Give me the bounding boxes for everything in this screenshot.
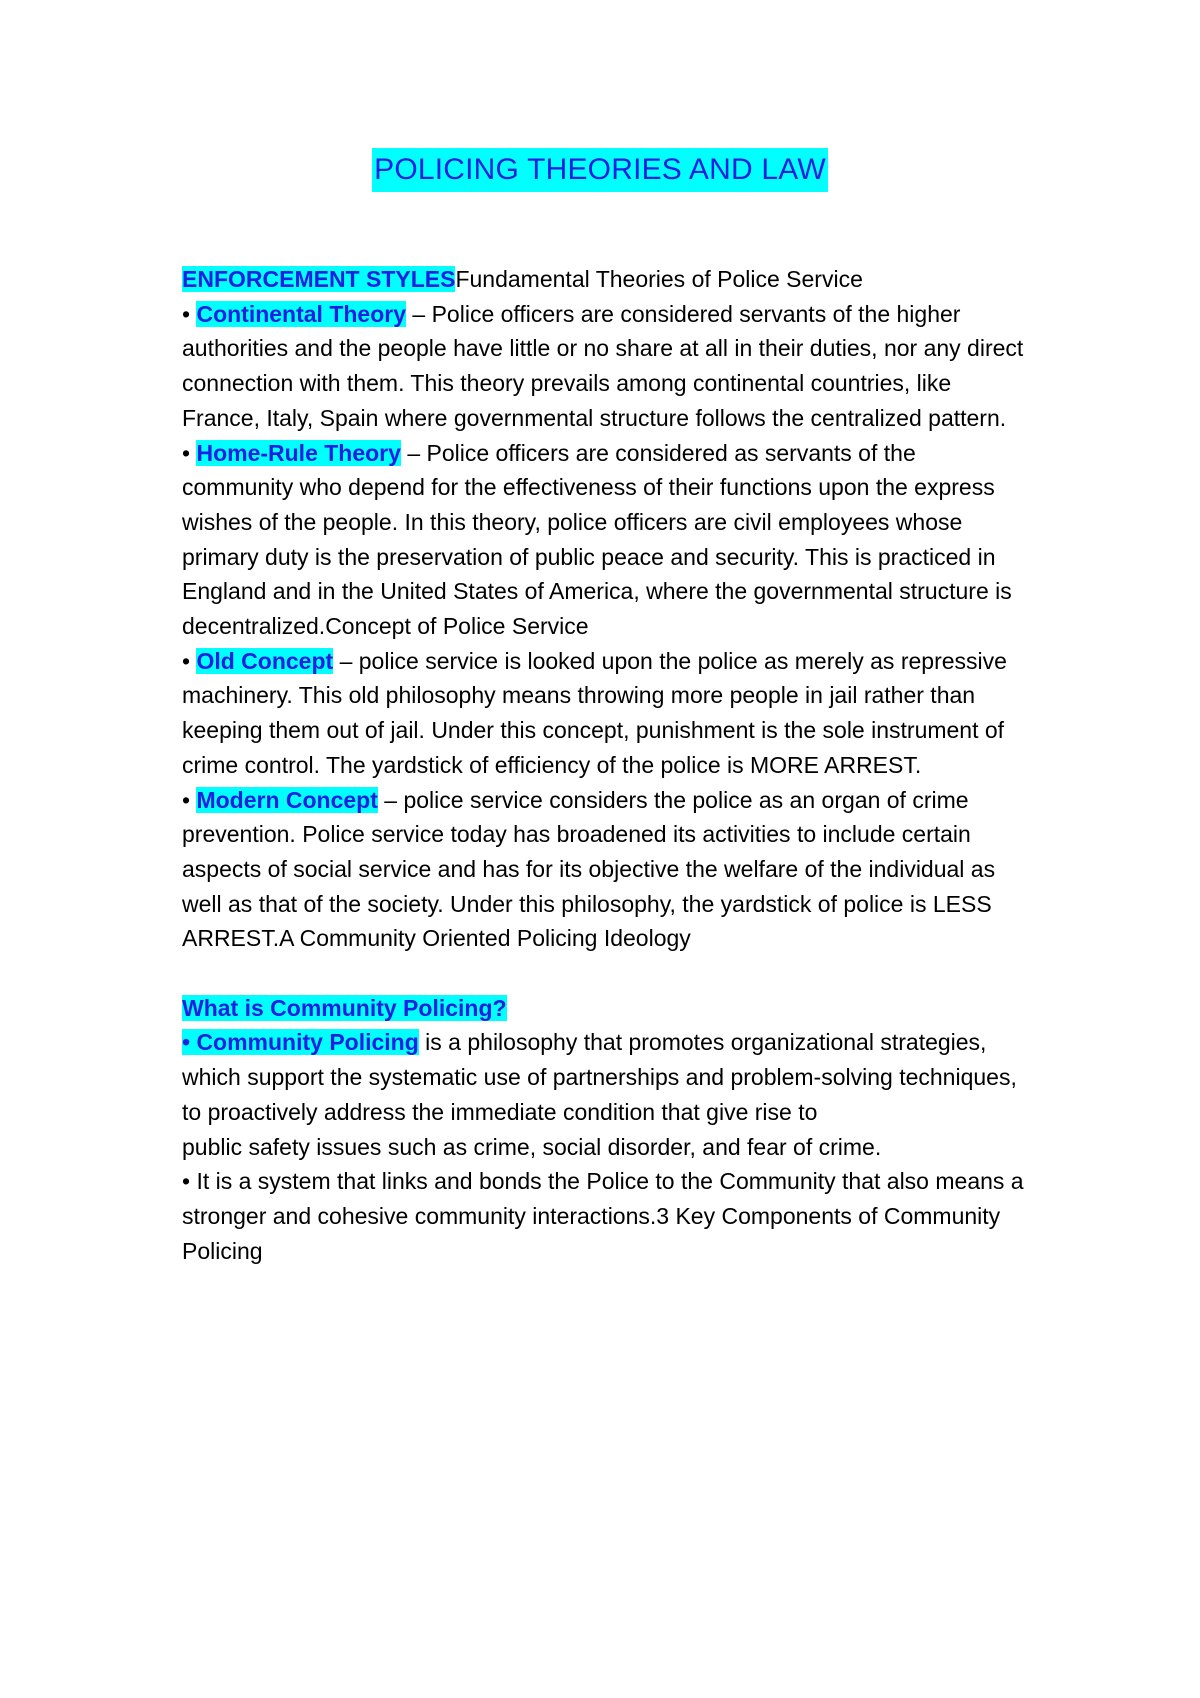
paragraph-home-rule-theory xyxy=(182,436,1032,644)
section-enforcement-styles-intro xyxy=(182,262,1032,297)
bullet-continental: • xyxy=(182,300,191,327)
paragraph-system-links-line-2 xyxy=(182,1199,1032,1268)
enforcement-styles-heading: ENFORCEMENT STYLES xyxy=(182,266,456,292)
system-links-text-2: stronger and cohesive community interactions.3 Key Components of Community Policing xyxy=(182,1202,1001,1264)
continental-theory-text: – Police officers are considered servants of the higher authorities and the people have little or no share at all in their duties, nor any direct connection with them. This theory prevails among continental countries, like France, Italy, Spain where governmental structure follows the centralized pattern. xyxy=(182,300,1024,431)
system-links-text-1: • It is a system that links and bonds the Police to the Community that also means a xyxy=(182,1168,1024,1195)
page-title: POLICING THEORIES AND LAW xyxy=(372,148,828,192)
bullet-old-concept: • xyxy=(182,647,191,674)
modern-concept-term: Modern Concept xyxy=(196,786,378,813)
bullet-modern-concept: • xyxy=(182,786,191,813)
title-container xyxy=(0,148,1200,192)
paragraph-modern-concept xyxy=(182,783,1032,957)
community-policing-term: • Community Policing xyxy=(182,1029,419,1056)
paragraph-spacer xyxy=(182,956,1032,991)
paragraph-system-links xyxy=(182,1164,1032,1199)
continental-theory-term: Continental Theory xyxy=(196,300,407,327)
paragraph-old-concept xyxy=(182,644,1032,783)
community-policing-heading: What is Community Policing? xyxy=(182,994,507,1021)
paragraph-continental-theory xyxy=(182,297,1032,436)
paragraph-community-policing-line-3 xyxy=(182,1130,1032,1165)
old-concept-term: Old Concept xyxy=(196,647,334,674)
community-policing-text-3: public safety issues such as crime, social disorder, and fear of crime. xyxy=(182,1133,882,1160)
community-policing-text-2: which support the systematic use of partnerships and problem-solving techniques, to proactively address the immediate condition that give rise to xyxy=(182,1064,1017,1125)
home-rule-theory-text: – Police officers are considered as servants of the community who depend for the effectiveness of their functions upon the express wishes of the people. In this theory, police officers are civil employees whose primary duty is the preservation of public peace and security. This is practiced in England and in the United States of America, where the governmental structure is decentralized.Concept of Police Service xyxy=(182,439,1012,640)
section-community-policing-heading xyxy=(182,991,1032,1026)
community-policing-text-1: is a philosophy that promotes organizational strategies, xyxy=(418,1029,987,1056)
paragraph-community-policing-definition xyxy=(182,1025,1032,1060)
bullet-home-rule: • xyxy=(182,439,191,466)
old-concept-text: – police service is looked upon the police as merely as repressive machinery. This old philosophy means throwing more people in jail rather than keeping them out of jail. Under this concept, punishment is the sole instrument of crime control. The yardstick of efficiency of the police is MORE ARREST. xyxy=(182,647,1007,778)
fundamental-theories-text: Fundamental Theories of Police Service xyxy=(455,266,863,292)
paragraph-community-policing-line-2 xyxy=(182,1060,1032,1129)
modern-concept-text: – police service considers the police as an organ of crime prevention. Police service today has broadened its activities to include certain aspects of social service and has for its objective the welfare of the individual as well as that of the society. Under this philosophy, the yardstick of police is LESS ARREST.A Community Oriented Policing Ideology xyxy=(182,786,996,952)
home-rule-theory-term: Home-Rule Theory xyxy=(196,439,401,466)
document-body xyxy=(182,262,1032,1268)
